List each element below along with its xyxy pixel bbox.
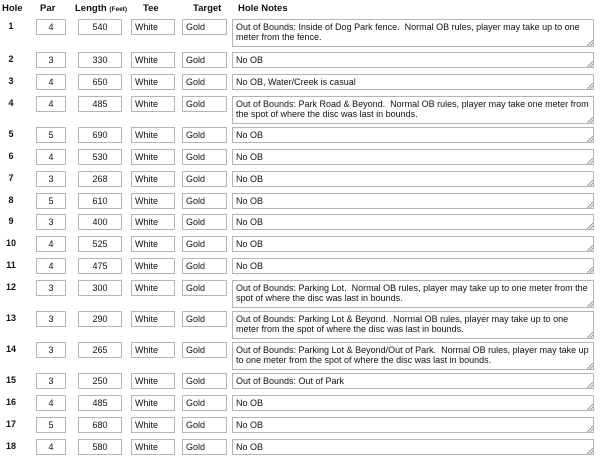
length-input[interactable]: 485	[78, 395, 122, 411]
hole-number: 5	[8, 129, 14, 139]
tee-input[interactable]: White	[131, 417, 175, 433]
header-length-unit: (Feet)	[109, 6, 128, 13]
target-input[interactable]: Gold	[182, 19, 227, 35]
hole-notes-textarea[interactable]	[232, 236, 594, 252]
header-hole: Hole	[2, 3, 23, 14]
hole-number: 12	[5, 282, 16, 292]
header-length	[75, 3, 127, 14]
hole-notes-textarea[interactable]	[232, 439, 594, 455]
par-input[interactable]: 4	[36, 19, 66, 35]
header-target: Target	[193, 3, 222, 14]
target-input[interactable]: Gold	[182, 439, 227, 455]
target-input[interactable]: Gold	[182, 127, 227, 143]
length-input[interactable]: 300	[78, 280, 122, 296]
target-input[interactable]: Gold	[182, 149, 227, 165]
hole-number: 10	[5, 238, 16, 248]
hole-number: 14	[5, 344, 16, 354]
length-input[interactable]: 485	[78, 96, 122, 112]
par-input[interactable]: 3	[36, 311, 66, 327]
target-input[interactable]: Gold	[182, 52, 227, 68]
hole-notes-textarea[interactable]	[232, 311, 594, 339]
hole-number: 4	[8, 98, 14, 108]
hole-number: 2	[8, 54, 14, 64]
tee-input[interactable]: White	[131, 19, 175, 35]
target-input[interactable]: Gold	[182, 280, 227, 296]
tee-input[interactable]: White	[131, 373, 175, 389]
tee-input[interactable]: White	[131, 258, 175, 274]
hole-notes-textarea[interactable]	[232, 193, 594, 209]
tee-input[interactable]: White	[131, 236, 175, 252]
par-input[interactable]: 4	[36, 149, 66, 165]
target-input[interactable]: Gold	[182, 214, 227, 230]
length-input[interactable]: 540	[78, 19, 122, 35]
hole-number: 3	[8, 76, 14, 86]
par-input[interactable]: 4	[36, 74, 66, 90]
tee-input[interactable]: White	[131, 193, 175, 209]
hole-notes-textarea[interactable]	[232, 342, 594, 370]
header-length-label: Length	[75, 3, 107, 14]
hole-notes-textarea[interactable]	[232, 149, 594, 165]
hole-number: 18	[5, 441, 16, 451]
hole-notes-textarea[interactable]	[232, 258, 594, 274]
header-hole-notes: Hole Notes	[238, 3, 288, 14]
par-input[interactable]: 5	[36, 127, 66, 143]
tee-input[interactable]: White	[131, 149, 175, 165]
target-input[interactable]: Gold	[182, 193, 227, 209]
par-input[interactable]: 4	[36, 96, 66, 112]
tee-input[interactable]: White	[131, 439, 175, 455]
target-input[interactable]: Gold	[182, 395, 227, 411]
hole-notes-textarea[interactable]	[232, 417, 594, 433]
length-input[interactable]: 475	[78, 258, 122, 274]
par-input[interactable]: 4	[36, 236, 66, 252]
par-input[interactable]: 5	[36, 417, 66, 433]
header-tee: Tee	[143, 3, 159, 14]
target-input[interactable]: Gold	[182, 417, 227, 433]
tee-input[interactable]: White	[131, 395, 175, 411]
par-input[interactable]: 5	[36, 193, 66, 209]
length-input[interactable]: 610	[78, 193, 122, 209]
length-input[interactable]: 650	[78, 74, 122, 90]
par-input[interactable]: 4	[36, 439, 66, 455]
target-input[interactable]: Gold	[182, 311, 227, 327]
tee-input[interactable]: White	[131, 74, 175, 90]
tee-input[interactable]: White	[131, 280, 175, 296]
hole-number: 13	[5, 313, 16, 323]
target-input[interactable]: Gold	[182, 236, 227, 252]
target-input[interactable]: Gold	[182, 74, 227, 90]
par-input[interactable]: 4	[36, 258, 66, 274]
hole-notes-textarea[interactable]	[232, 214, 594, 230]
tee-input[interactable]: White	[131, 96, 175, 112]
length-input[interactable]: 580	[78, 439, 122, 455]
hole-number: 16	[5, 397, 16, 407]
hole-notes-textarea[interactable]	[232, 171, 594, 187]
length-input[interactable]: 250	[78, 373, 122, 389]
hole-notes-textarea[interactable]	[232, 52, 594, 68]
length-input[interactable]: 265	[78, 342, 122, 358]
tee-input[interactable]: White	[131, 311, 175, 327]
par-input[interactable]: 4	[36, 395, 66, 411]
hole-number: 15	[5, 375, 16, 385]
target-input[interactable]: Gold	[182, 373, 227, 389]
hole-number: 6	[8, 151, 14, 161]
length-input[interactable]: 330	[78, 52, 122, 68]
hole-number: 7	[8, 173, 14, 183]
hole-number: 17	[5, 419, 16, 429]
target-input[interactable]: Gold	[182, 96, 227, 112]
tee-input[interactable]: White	[131, 214, 175, 230]
hole-number: 11	[6, 260, 16, 270]
hole-number: 1	[8, 21, 14, 31]
length-input[interactable]: 530	[78, 149, 122, 165]
par-input[interactable]: 3	[36, 214, 66, 230]
target-input[interactable]: Gold	[182, 171, 227, 187]
hole-notes-textarea[interactable]	[232, 127, 594, 143]
par-input[interactable]: 3	[36, 342, 66, 358]
target-input[interactable]: Gold	[182, 258, 227, 274]
tee-input[interactable]: White	[131, 127, 175, 143]
hole-notes-textarea[interactable]	[232, 280, 594, 308]
length-input[interactable]: 525	[78, 236, 122, 252]
length-input[interactable]: 400	[78, 214, 122, 230]
par-input[interactable]: 3	[36, 280, 66, 296]
tee-input[interactable]: White	[131, 171, 175, 187]
hole-notes-textarea[interactable]	[232, 19, 594, 47]
hole-number: 9	[8, 216, 14, 226]
hole-notes-textarea[interactable]	[232, 96, 594, 124]
target-input[interactable]: Gold	[182, 342, 227, 358]
tee-input[interactable]: White	[131, 52, 175, 68]
hole-notes-textarea[interactable]	[232, 74, 594, 90]
length-input[interactable]: 290	[78, 311, 122, 327]
length-input[interactable]: 690	[78, 127, 122, 143]
par-input[interactable]: 3	[36, 373, 66, 389]
tee-input[interactable]: White	[131, 342, 175, 358]
par-input[interactable]: 3	[36, 171, 66, 187]
par-input[interactable]: 3	[36, 52, 66, 68]
length-input[interactable]: 268	[78, 171, 122, 187]
header-par: Par	[40, 3, 56, 14]
hole-notes-textarea[interactable]	[232, 395, 594, 411]
hole-number: 8	[8, 195, 14, 205]
length-input[interactable]: 680	[78, 417, 122, 433]
hole-notes-textarea[interactable]	[232, 373, 594, 389]
